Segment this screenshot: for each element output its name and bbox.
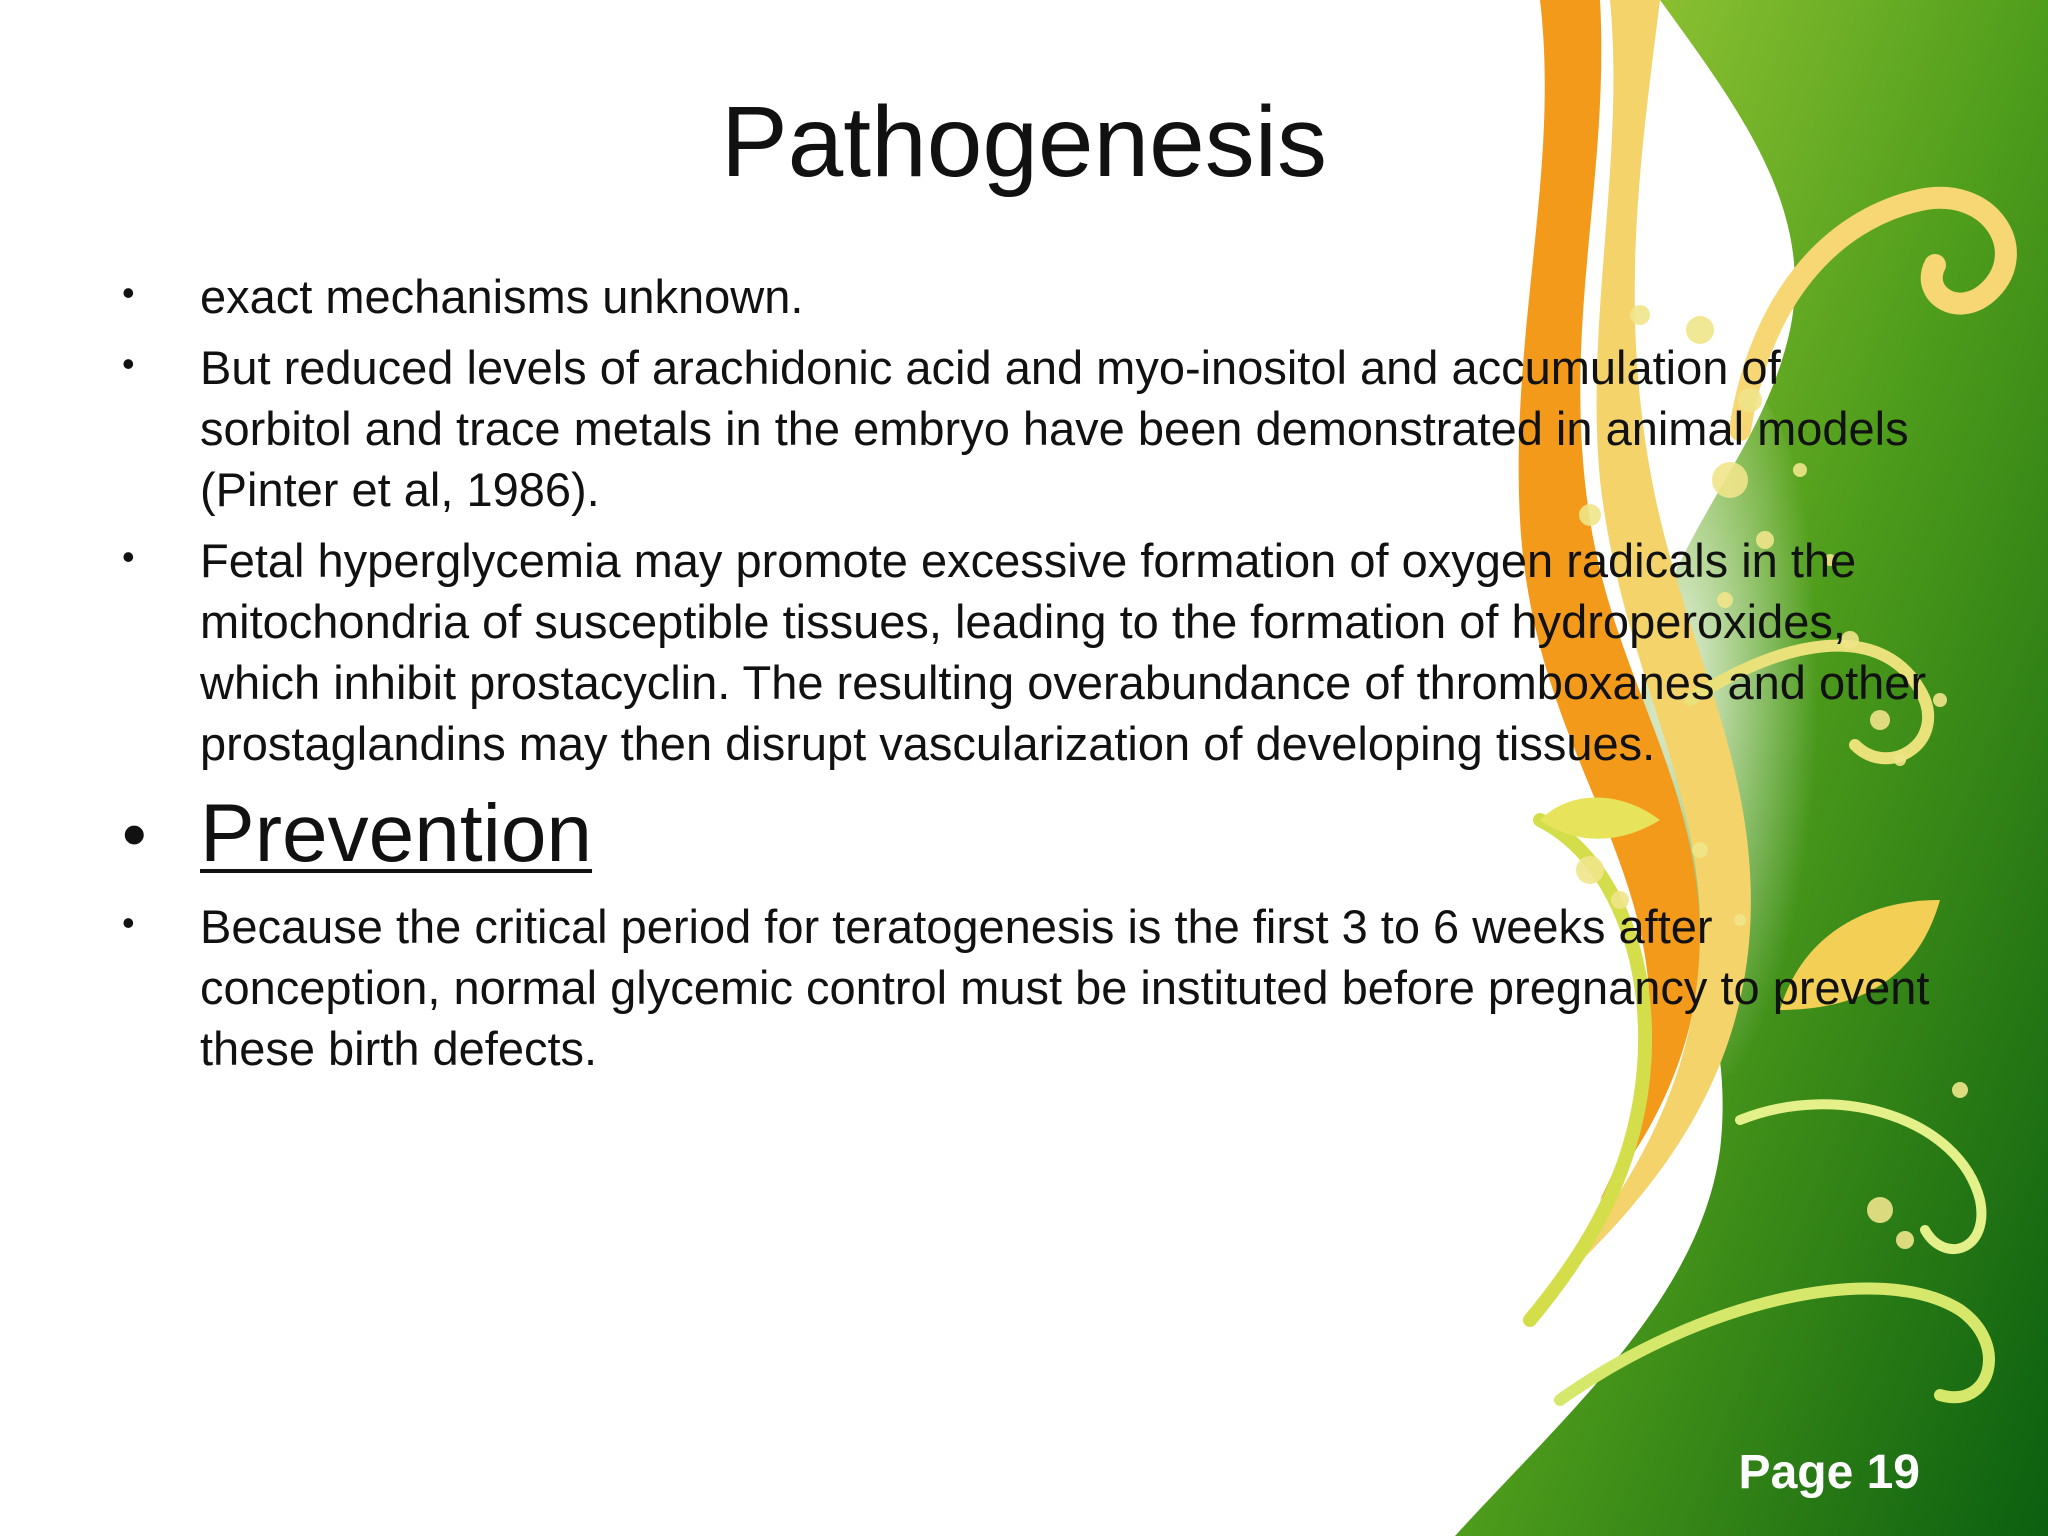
bullet-marker: • [122,536,135,577]
bullet-item [110,337,1940,520]
section-heading-prevention: Prevention [200,788,593,879]
bullet-marker: • [122,795,147,873]
slide-title: Pathogenesis [720,86,1327,198]
page-number: Page 19 [1738,1446,1920,1499]
section-heading-item [110,784,1940,884]
bullet-text: Because the critical period for teratogenesis is the first 3 to 6 weeks after conception, normal glycemic control must be instituted before pregnancy to prevent these birth defects. [200,900,1930,1075]
bullet-text: But reduced levels of arachidonic acid and myo-inositol and accumulation of sorbitol and trace metals in the embryo have been demonstrated in animal models (Pinter et al, 1986). [200,341,1909,516]
bullet-marker: • [122,272,135,313]
bullet-marker: • [122,902,135,943]
bullet-item [110,896,1940,1079]
bullet-text: exact mechanisms unknown. [200,270,804,323]
bullet-item [110,530,1940,774]
bullet-item [110,266,1940,327]
slide-body [110,266,1940,1089]
bullet-marker: • [122,343,135,384]
bullet-text: Fetal hyperglycemia may promote excessive formation of oxygen radicals in the mitochondria of susceptible tissues, leading to the formation of hydroperoxides, which inhibit prostacyclin. The resulting overabundance of thromboxanes and other prostaglandins may then disrupt vascularization of developing tissues. [200,534,1927,770]
